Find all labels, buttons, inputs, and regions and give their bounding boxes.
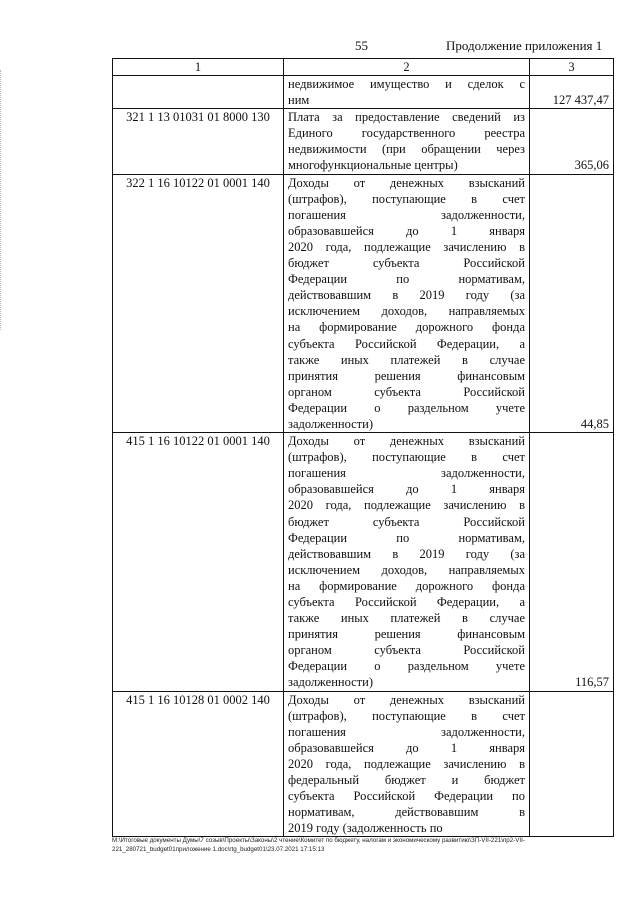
revenue-name-line: федеральный бюджет и бюджет [288,773,525,788]
amount-cell: 127 437,47 [530,76,614,109]
revenue-name-line: погашения задолженности, [288,466,525,481]
page-number: 55 [355,38,368,53]
column-header: 3 [530,59,614,76]
revenue-name-line: на формирование дорожного фонда [288,578,525,593]
revenue-name-line: Доходы от денежных взысканий [288,434,525,449]
revenue-name-line: Доходы от денежных взысканий [288,692,525,707]
revenue-name-line: субъекта Российской Федерации по [288,789,525,804]
amount-cell [530,691,614,837]
revenue-name-cell [284,76,530,109]
revenue-name-line: также иных платежей в случае [288,611,525,626]
table-row [113,433,614,692]
footer-line: M:\Итоговые документы Думы\7 созыв\Проекты\Законы\2 чтение\Комитет по бюджету, налогам и экономическому развитию\ЗП-VII-221\пр2-VII- [112,837,525,844]
table-row [113,109,614,174]
revenue-name-line: принятия решения финансовым [288,627,525,642]
scan-margin-marks [0,70,3,330]
table-row [113,76,614,109]
revenue-name-cell [284,109,530,174]
revenue-name-line: Федерации по нормативам, [288,530,525,545]
amount-cell: 365,06 [530,109,614,174]
revenue-name-line: бюджет субъекта Российской [288,514,525,529]
revenue-name-line: 2020 года, подлежащие зачислению в [288,239,525,254]
revenue-name-line: Федерации по нормативам, [288,272,525,287]
budget-code-cell: 321 1 13 01031 01 8000 130 [113,109,284,174]
table-row [113,691,614,837]
revenue-name-line: субъекта Российской Федерации, а [288,595,525,609]
revenue-name-line: недвижимости (при обращении через [288,142,525,157]
revenue-name-line: задолженности) [288,675,373,690]
revenue-name-line: Федерации о раздельном учете [288,400,525,415]
column-header: 2 [284,59,530,76]
budget-code-cell: 322 1 16 10122 01 0001 140 [113,174,284,433]
revenue-name-line: 2020 года, подлежащие зачислению в [288,498,525,513]
revenue-name-line: нормативам, действовавшим в [288,805,525,820]
revenue-name-line: бюджет субъекта Российской [288,256,525,271]
revenue-name-line: многофункциональные центры) [288,158,458,173]
revenue-name-line: Федерации о раздельном учете [288,659,525,674]
revenue-name-line: исключением доходов, направляемых [288,304,525,319]
revenue-name-line: действовавшим в 2019 году (за [288,288,525,303]
revenue-name-line: Доходы от денежных взысканий [288,175,525,190]
revenue-name-line: образовавшейся до 1 января [288,482,525,497]
revenue-name-line: органом субъекта Российской [288,384,525,399]
revenue-name-line: субъекта Российской Федерации, а [288,336,525,351]
revenue-name-line: погашения задолженности, [288,724,525,739]
revenue-name-line: органом субъекта Российской [288,643,525,658]
revenue-name-line: также иных платежей в случае [288,352,525,367]
appendix-table [112,58,614,837]
revenue-name-line: Единого государственного реестра [288,126,525,141]
revenue-name-line: ним [288,93,310,108]
revenue-name-cell [284,174,530,433]
footer-line: 221_280721_budget01приложение 1.doc\rtg_budget01\23.07.2021 17:15:13 [112,846,325,853]
revenue-name-line: 2019 году (задолженность по [288,821,443,836]
revenue-name-line: Плата за предоставление сведений из [288,110,525,125]
revenue-name-line: исключением доходов, направляемых [288,562,525,577]
revenue-name-line: (штрафов), поступающие в счет [288,708,525,723]
revenue-name-cell [284,433,530,692]
revenue-name-line: задолженности) [288,416,373,431]
revenue-name-line: образовавшейся до 1 января [288,223,525,238]
column-header: 1 [113,59,284,76]
budget-code-cell: 415 1 16 10122 01 0001 140 [113,433,284,692]
revenue-name-cell [284,691,530,837]
revenue-name-line: образовавшейся до 1 января [288,740,525,755]
revenue-name-line: недвижимое имущество и сделок с [288,77,525,91]
file-path-footer [112,836,617,854]
amount-cell: 116,57 [530,433,614,692]
revenue-name-line: на формирование дорожного фонда [288,320,525,335]
revenue-name-line: погашения задолженности, [288,207,525,222]
revenue-name-line: 2020 года, подлежащие зачислению в [288,756,525,771]
continuation-caption: Продолжение приложения 1 [446,38,603,53]
revenue-name-line: (штрафов), поступающие в счет [288,191,525,206]
revenue-name-line: принятия решения финансовым [288,368,525,383]
revenue-name-line: действовавшим в 2019 году (за [288,546,525,561]
budget-code-cell: 415 1 16 10128 01 0002 140 [113,691,284,837]
table-row [113,174,614,433]
revenue-name-line: (штрафов), поступающие в счет [288,450,525,465]
budget-code-cell [113,76,284,109]
amount-cell: 44,85 [530,174,614,433]
table-header-row [113,59,614,76]
